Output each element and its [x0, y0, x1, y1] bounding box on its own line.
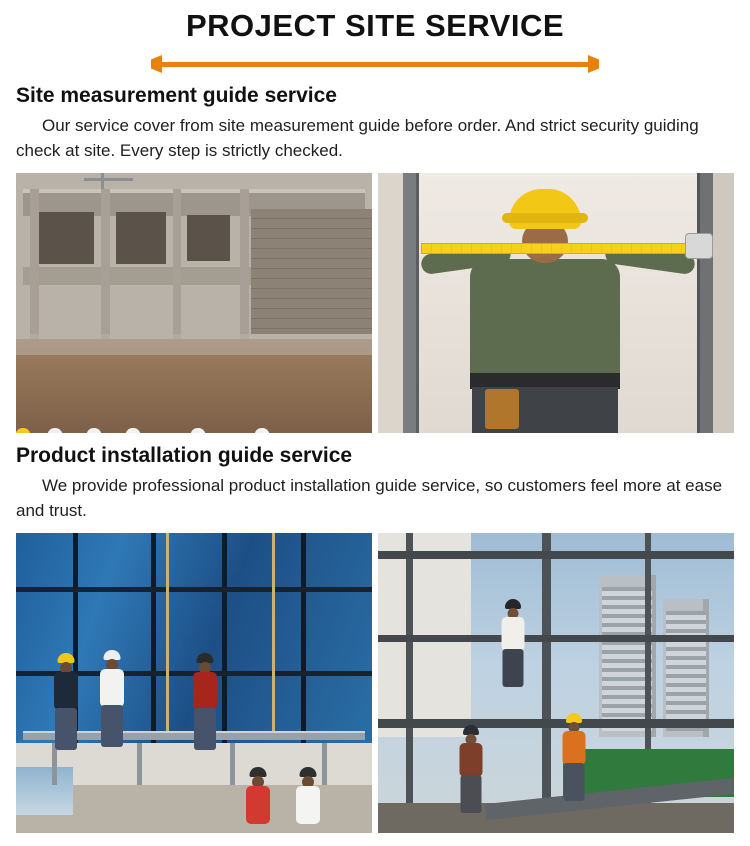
section-title: Product installation guide service	[16, 444, 353, 467]
photo-construction-site-group	[16, 173, 372, 433]
section-title: Site measurement guide service	[16, 84, 337, 107]
image-row-measurement	[0, 173, 750, 433]
divider-notch-right	[599, 55, 610, 73]
photo-glass-curtain-wall-install	[16, 533, 372, 833]
image-row-installation	[0, 533, 750, 833]
photo-tape-measure-door	[378, 173, 734, 433]
page-title: PROJECT SITE SERVICE	[185, 8, 565, 43]
section-site-measurement	[0, 83, 750, 163]
divider-notch-left	[140, 55, 151, 73]
section-product-installation	[0, 443, 750, 523]
title-divider	[140, 55, 610, 73]
page-header	[0, 0, 750, 73]
section-text: Our service cover from site measurement guide before order. And strict security guiding check at site. Every step is strictly checked.	[16, 116, 699, 160]
photo-steel-erection-highrise	[378, 533, 734, 833]
divider-bar	[160, 62, 590, 67]
section-text: We provide professional product installation guide service, so customers feel more at ease and trust.	[16, 476, 723, 520]
